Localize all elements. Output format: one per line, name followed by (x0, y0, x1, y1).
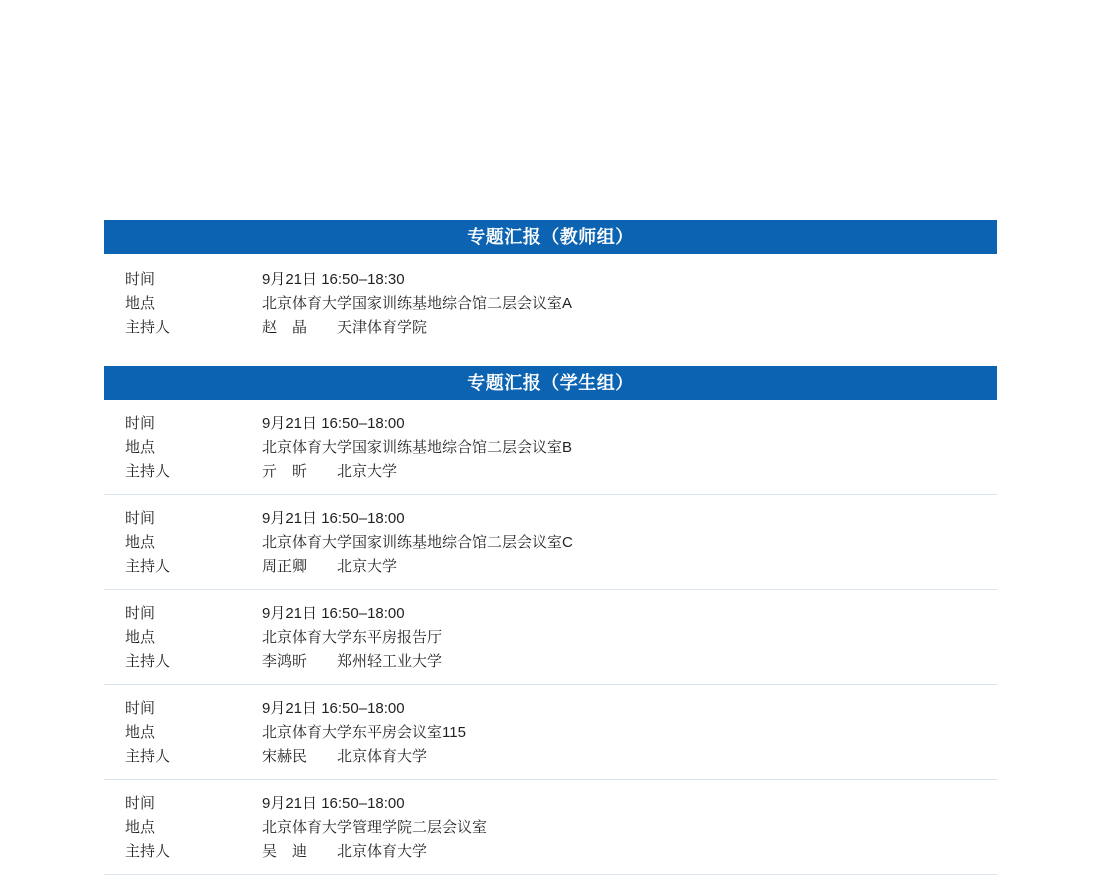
entry-label-place: 地点 (125, 724, 156, 741)
entry-value-place: 北京体育大学管理学院二层会议室 (262, 819, 488, 836)
entry-label-time: 时间 (125, 415, 156, 432)
entry-value-place: 北京体育大学国家训练基地综合馆二层会议室B (262, 439, 573, 456)
schedule-entry (104, 254, 997, 348)
entry-label-place: 地点 (125, 629, 156, 646)
section-body-student-group (104, 400, 997, 875)
entry-value-place: 北京体育大学东平房报告厅 (262, 629, 443, 646)
entry-value-host: 赵 晶 天津体育学院 (262, 319, 428, 336)
entry-row-place (104, 626, 997, 650)
entry-value-time: 9月21日 16:50–18:00 (262, 605, 405, 622)
entry-value-host: 周正卿 北京大学 (262, 558, 398, 575)
entry-label-place: 地点 (125, 819, 156, 836)
entry-value-time: 9月21日 16:50–18:00 (262, 700, 405, 717)
entry-label-place: 地点 (125, 295, 156, 312)
entry-row-time (104, 792, 997, 816)
entry-row-host (104, 555, 997, 579)
entry-value-place: 北京体育大学东平房会议室115 (262, 724, 466, 741)
entry-value-place: 北京体育大学国家训练基地综合馆二层会议室C (262, 534, 573, 551)
entry-row-place (104, 531, 997, 555)
entry-row-time (104, 268, 997, 292)
entry-row-host (104, 650, 997, 674)
entry-label-time: 时间 (125, 510, 156, 527)
schedule-content (104, 220, 997, 875)
entry-label-host: 主持人 (125, 653, 171, 670)
entry-label-time: 时间 (125, 700, 156, 717)
entry-value-time: 9月21日 16:50–18:00 (262, 795, 405, 812)
entry-label-place: 地点 (125, 439, 156, 456)
entry-value-place: 北京体育大学国家训练基地综合馆二层会议室A (262, 295, 573, 312)
entry-value-host: 李鸿昕 郑州轻工业大学 (262, 653, 443, 670)
entry-label-host: 主持人 (125, 558, 171, 575)
entry-label-host: 主持人 (125, 748, 171, 765)
entry-label-host: 主持人 (125, 843, 171, 860)
section-body-teacher-group (104, 254, 997, 348)
entry-row-place (104, 292, 997, 316)
entry-label-host: 主持人 (125, 319, 171, 336)
entry-row-time (104, 602, 997, 626)
entry-row-time (104, 507, 997, 531)
schedule-entry (104, 400, 997, 495)
entry-row-host (104, 316, 997, 340)
entry-value-time: 9月21日 16:50–18:00 (262, 510, 405, 527)
entry-value-host: 吴 迪 北京体育大学 (262, 843, 428, 860)
entry-label-time: 时间 (125, 795, 156, 812)
entry-row-place (104, 721, 997, 745)
schedule-entry (104, 685, 997, 780)
entry-value-host: 宋赫民 北京体育大学 (262, 748, 428, 765)
entry-value-time: 9月21日 16:50–18:30 (262, 271, 405, 288)
entry-label-host: 主持人 (125, 463, 171, 480)
entry-row-host (104, 840, 997, 864)
section-header-student-group: 专题汇报（学生组） (104, 366, 997, 400)
entry-row-host (104, 460, 997, 484)
schedule-entry (104, 495, 997, 590)
entry-value-host: 亓 昕 北京大学 (262, 463, 398, 480)
entry-row-host (104, 745, 997, 769)
entry-label-time: 时间 (125, 605, 156, 622)
entry-row-time (104, 697, 997, 721)
entry-label-time: 时间 (125, 271, 156, 288)
schedule-entry (104, 590, 997, 685)
entry-row-time (104, 412, 997, 436)
schedule-entry (104, 780, 997, 875)
entry-value-time: 9月21日 16:50–18:00 (262, 415, 405, 432)
entry-row-place (104, 436, 997, 460)
section-header-teacher-group: 专题汇报（教师组） (104, 220, 997, 254)
entry-row-place (104, 816, 997, 840)
entry-label-place: 地点 (125, 534, 156, 551)
